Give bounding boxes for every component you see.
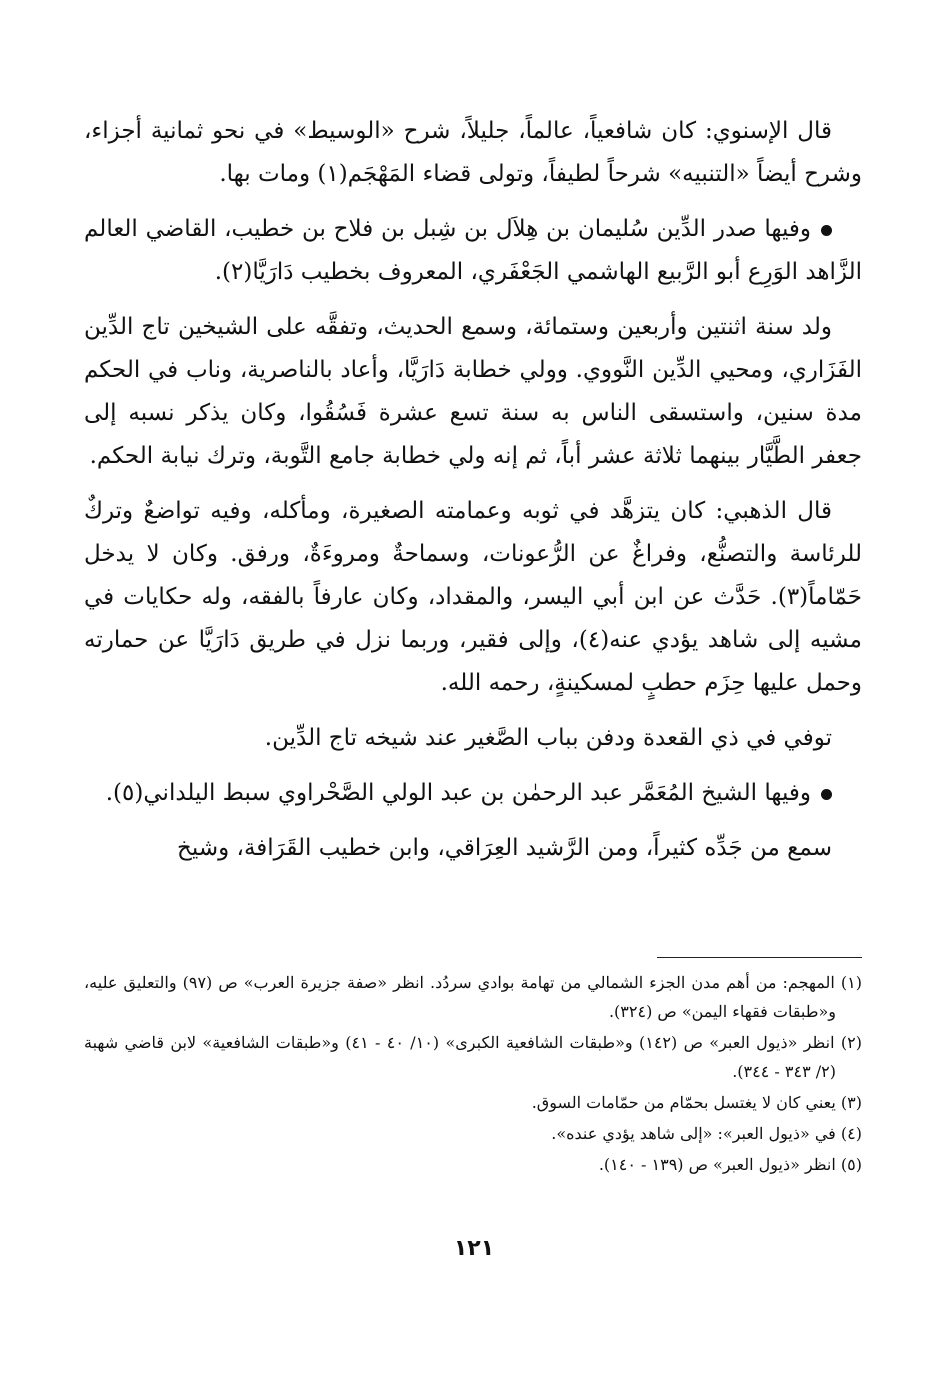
paragraph-text: وفيها الشيخ المُعَمَّر عبد الرحمٰن بن عبد الولي الصَّحْراوي سبط اليلداني(٥). <box>105 780 811 806</box>
paragraph-biography <box>84 306 862 478</box>
paragraph-sahrawi-entry <box>84 772 862 815</box>
paragraph-text: قال الذهبي: كان يتزهَّد في ثوبه وعمامته الصغيرة، ومأكله، وفيه تواضعٌ وتركٌ للرئاسة والتصنُّع، وفراغٌ عن الرُّعونات، وسماحةٌ ومروءَةٌ، ورفق. وكان لا يدخل حَمّاماً(٣). حَدَّث عن ابن أبي اليسر، والمقداد، وكان عارفاً بالفقه، وله حكايات في مشيه إلى شاهد يؤدي عنه(٤)، وإلى فقير، وربما نزل في طريق دَارَيَّا عن حمارته وحمل عليها حِزَم حطبٍ لمسكينةٍ، رحمه الله. <box>84 498 862 696</box>
footnote-4: (٤) في «ذيول العبر»: «إلى شاهد يؤدي عنده». <box>551 1124 862 1143</box>
footnote-2: (٢) انظر «ذيول العبر» ص (١٤٢) و«طبقات الشافعية الكبرى» (١٠/ ٤٠ - ٤١) و«طبقات الشافعية» لابن قاضي شهبة (٢/ ٣٤٣ - ٣٤٤). <box>84 1033 862 1081</box>
paragraph-text: ولد سنة اثنتين وأربعين وستمائة، وسمع الحديث، وتفقَّه على الشيخين تاج الدِّين الفَزَاري، ومحيي الدِّين النَّووي. وولي خطابة دَارَيَّا، وأعاد بالناصرية، وناب في الحكم مدة سنين، واستسقى الناس به سنة تسع عشرة فَسُقُوا، وكان يذكر نسبه إلى جعفر الطَّيَّار بينهما ثلاثة عشر أباً، ثم إنه ولي خطابة جامع التَّوبة، وترك نيابة الحكم. <box>84 314 862 469</box>
paragraph-text: وفيها صدر الدِّين سُليمان بن هِلاَل بن شِبل بن فلاح بن خطيب، القاضي العالم الزَّاهد الوَرِع أبو الرَّبيع الهاشمي الجَعْفَري، المعروف بخطيب دَارَيَّا(٢). <box>84 216 862 285</box>
footnote-separator <box>657 957 862 958</box>
page-number: ١٢١ <box>453 1236 495 1261</box>
paragraph-dhahabi-quote <box>84 490 862 705</box>
paragraph-text: سمع من جَدِّه كثيراً، ومن الرَّشيد العِرَاقي، وابن خطيب القَرَافة، وشيخ <box>177 835 832 861</box>
paragraph-text: قال الإسنوي: كان شافعياً، عالماً، جليلاً، شرح «الوسيط» في نحو ثمانية أجزاء، وشرح أيضاً «التنبيه» شرحاً لطيفاً، وتولى قضاء المَهْجَم(١) ومات بها. <box>84 118 862 187</box>
paragraph-sadr-aldin-entry <box>84 208 862 294</box>
main-text-block <box>84 110 862 870</box>
bullet-icon <box>821 225 832 236</box>
paragraph-isnawi-quote <box>84 110 862 196</box>
footnote-1: (١) المهجم: من أهم مدن الجزء الشمالي من تهامة بوادي سردُد. انظر «صفة جزيرة العرب» ص (٩٧) والتعليق عليه، و«طبقات فقهاء اليمن» ص (٣٢٤). <box>84 973 863 1021</box>
paragraph-teachers <box>84 827 862 870</box>
footnote-5: (٥) انظر «ذيول العبر» ص (١٣٩ - ١٤٠). <box>598 1155 862 1174</box>
footnotes-block <box>84 968 862 1181</box>
paragraph-text: توفي في ذي القعدة ودفن بباب الصَّغير عند شيخه تاج الدِّين. <box>264 725 832 751</box>
bullet-icon <box>821 789 832 800</box>
paragraph-death <box>84 717 862 760</box>
footnote-3: (٣) يعني كان لا يغتسل بحمّام من حمّامات السوق. <box>531 1093 862 1112</box>
